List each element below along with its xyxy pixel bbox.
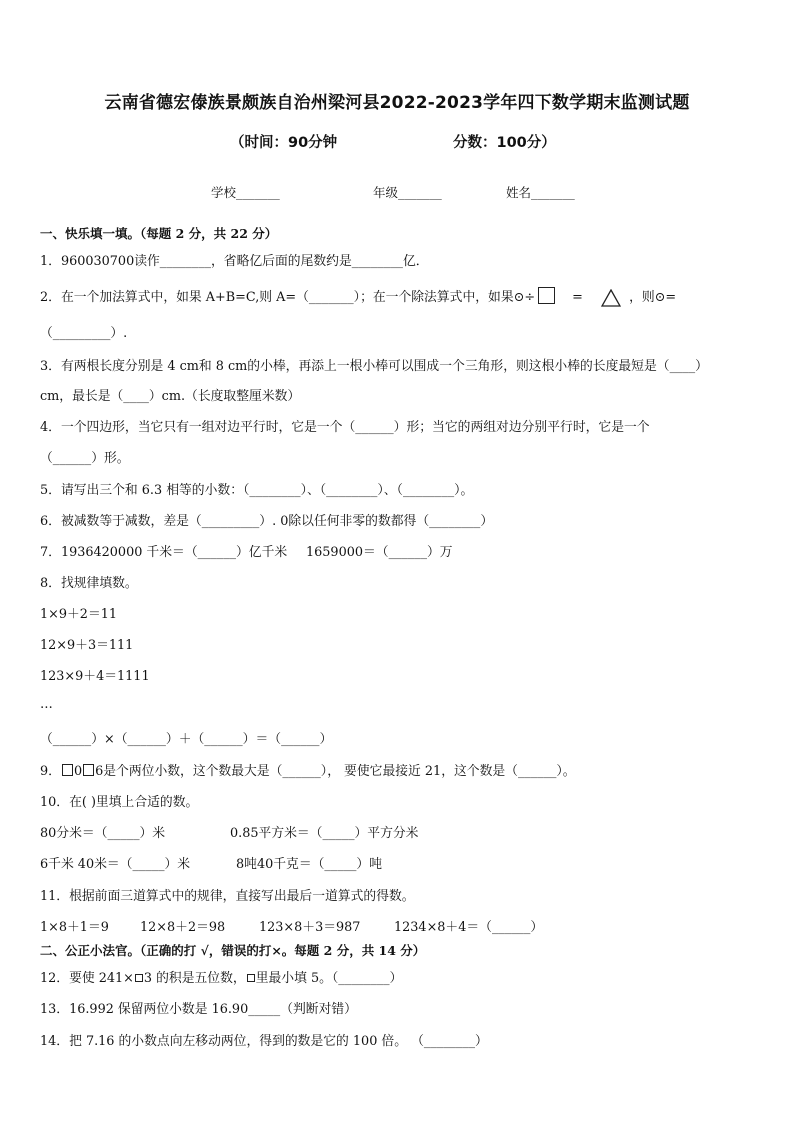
page-title: 云南省德宏傣族景颇族自治州梁河县2022-2023学年四下数学期末监测试题 [104,93,690,113]
question-8-line1: 1×9＋2＝11 [40,607,118,622]
question-11-title: 11．根据前面三道算式中的规律，直接写出最后一道算式的得数。 [40,889,415,904]
question-10d: 8吨40千克＝（_____）吨 [236,857,382,872]
question-8-title: 8．找规律填数。 [40,576,138,591]
question-3-line1: 3．有两根长度分别是 4 cm和 8 cm的小棒，再添上一根小棒可以围成一个三角形，则这根小棒的长度最短是（____） [40,359,708,374]
question-12-text-a: 12．要使 241× [40,971,134,986]
grade-field: 年级_______ [373,185,442,200]
question-8-line2: 12×9＋3＝111 [40,638,134,653]
question-10b: 0.85平方米＝（_____）平方分米 [230,826,419,841]
question-9 [40,760,576,779]
question-2-equals: = [572,290,583,305]
question-13: 13．16.992 保留两位小数是 16.90_____（判断对错） [40,1002,357,1017]
square-icon [135,974,143,982]
question-8-blanks: （______）×（______）＋（______）＝（______） [40,732,333,747]
section-1-heading: 一、快乐填一填。（每题 2 分，共 22 分） [40,226,278,241]
question-2-text-b: ，则⊙= [629,290,677,305]
question-8-line3: 123×9＋4＝1111 [40,669,150,684]
question-4-line1: 4．一个四边形，当它只有一组对边平行时，它是一个（______）形；当它的两组对边分别平行时，它是一个 [40,420,650,435]
question-10a: 80分米＝（_____）米 [40,826,166,841]
question-9-prefix: 9． [40,764,61,779]
question-7b: 1659000＝（______）万 [306,545,453,560]
question-11-eq4: 1234×8＋4＝（______） [394,920,544,935]
question-8-ellipsis: … [40,697,53,712]
question-10-title: 10．在( )里填上合适的数。 [40,795,199,810]
triangle-icon [601,289,621,307]
square-icon [62,764,73,776]
question-5: 5．请写出三个和 6.3 相等的小数：（________）、（________）、（________）。 [40,483,474,498]
question-9-text: 6是个两位小数，这个数最大是（______）， 要使它最接近 21，这个数是（______）。 [95,764,576,779]
question-3-line2: cm，最长是（____）cm.（长度取整厘米数） [40,389,301,404]
question-12-text-c: 里最小填 5。（________） [255,971,403,986]
question-11-eq3: 123×8＋3＝987 [259,920,361,935]
square-icon [538,287,555,304]
question-11-eq2: 12×8＋2＝98 [140,920,226,935]
exam-score: 分数：100分） [453,135,556,151]
square-icon [83,764,94,776]
question-7a: 7．1936420000 千米＝（______）亿千米 [40,545,288,560]
question-10c: 6千米 40米＝（_____）米 [40,857,191,872]
question-4-line2: （______）形。 [40,451,130,466]
question-2-line2: （_________）. [40,326,128,341]
name-field: 姓名_______ [506,185,575,200]
question-12-text-b: 3 的积是五位数， [143,971,246,986]
question-6: 6．被减数等于减数，差是（_________）. 0除以任何非零的数都得（________） [40,514,494,529]
question-12 [40,967,402,986]
question-9-mid: 0 [73,764,83,779]
question-14: 14．把 7.16 的小数点向左移动两位，得到的数是它的 100 倍。 （________） [40,1034,488,1049]
question-2-text-a: 2．在一个加法算式中，如果 A+B=C,则 A=（_______）；在一个除法算式中，如果⊙÷ [40,290,536,305]
exam-time: （时间：90分钟 [230,135,338,151]
question-1: 1．960030700读作________，省略亿后面的尾数约是________亿． [40,254,429,269]
square-icon [247,974,255,982]
school-field: 学校_______ [211,185,280,200]
section-2-heading: 二、公正小法官。（正确的打 √，错误的打×。每题 2 分，共 14 分） [40,943,426,958]
question-11-eq1: 1×8＋1＝9 [40,920,109,935]
question-2-line1 [40,286,676,307]
